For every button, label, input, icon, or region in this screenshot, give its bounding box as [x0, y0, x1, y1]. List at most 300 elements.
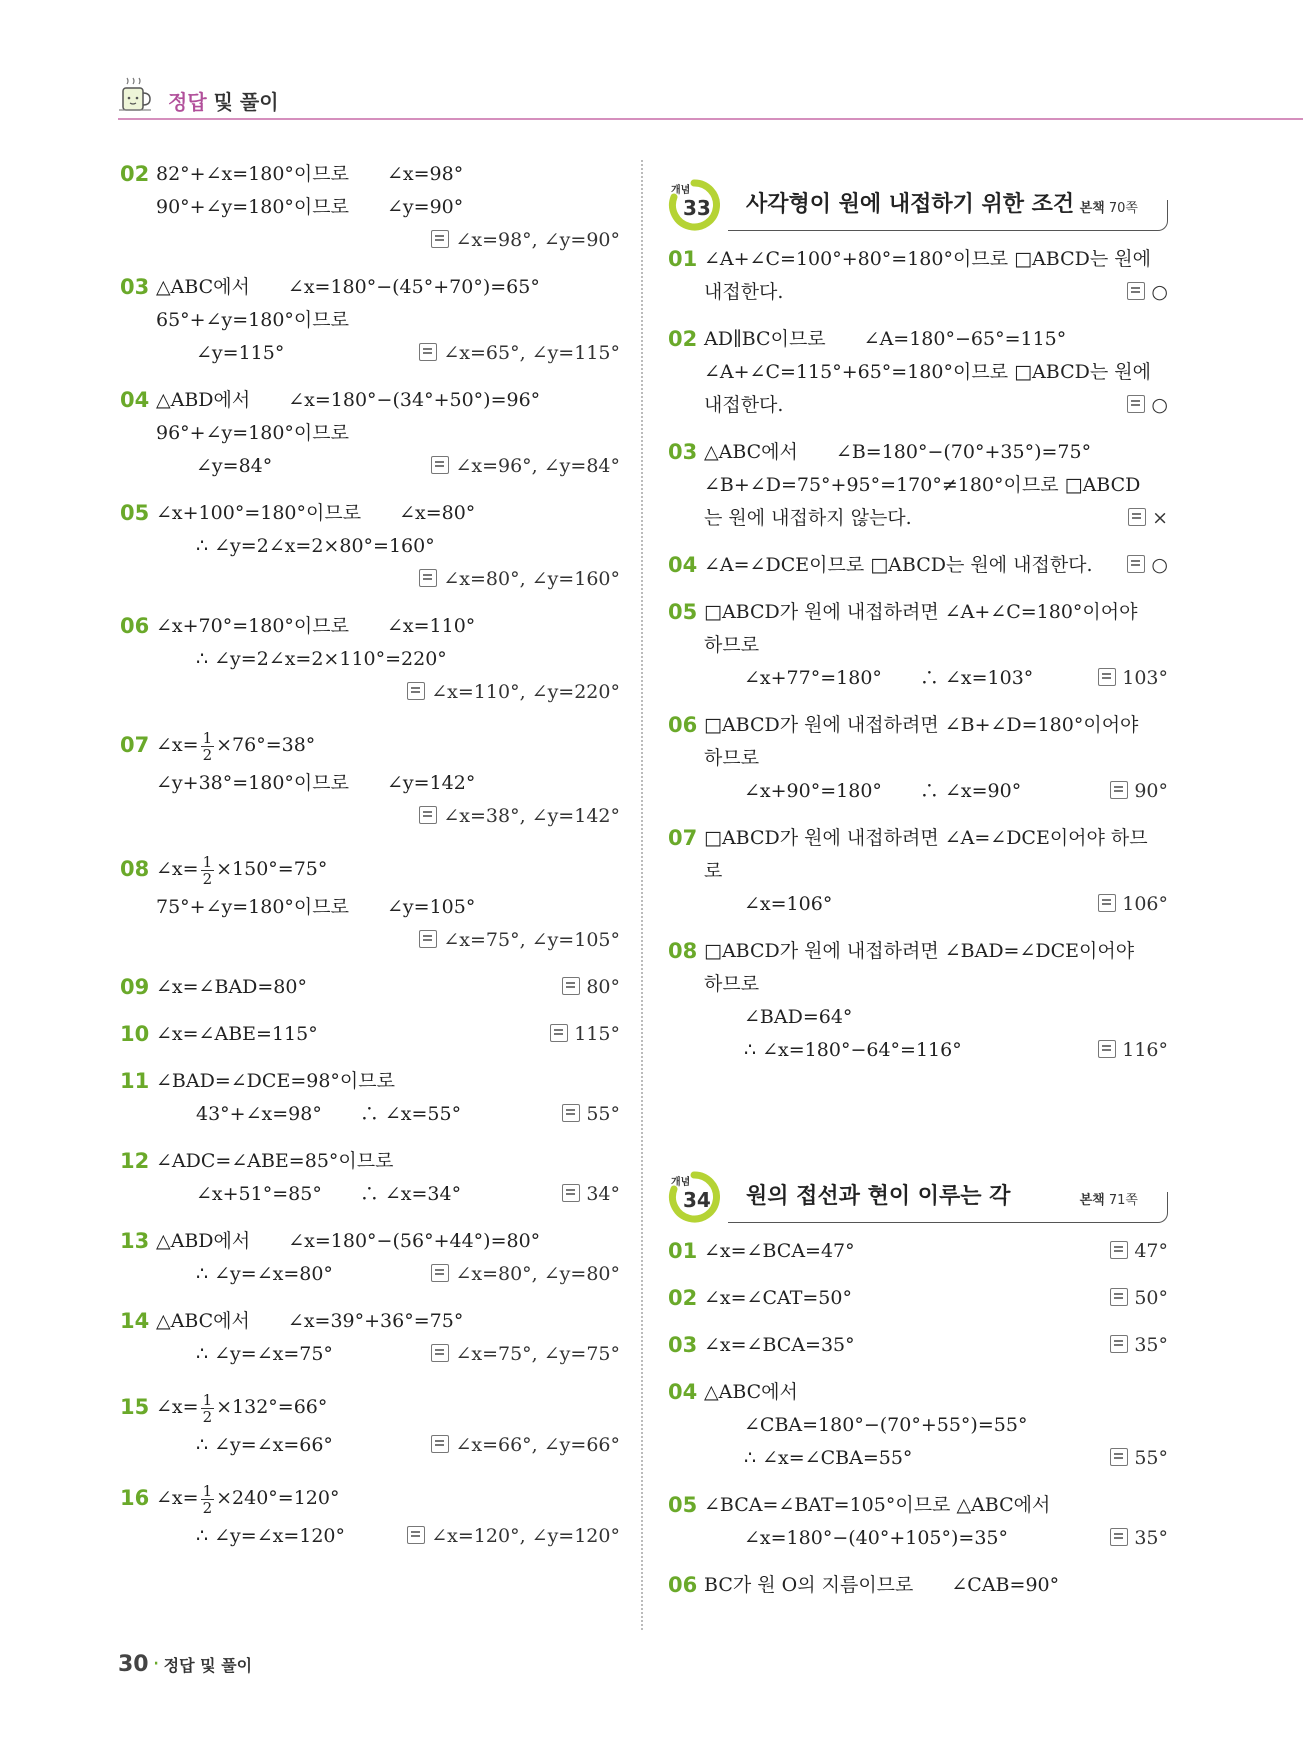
problem-text: ∠x=∠BAD=80° — [156, 976, 307, 998]
page-header — [0, 0, 1303, 125]
problem-line — [120, 971, 620, 1004]
problem-number: 06 — [668, 1573, 698, 1597]
problem-text: ∴ ∠y=∠x=80° — [196, 1263, 333, 1285]
fraction-denominator: 2 — [202, 745, 213, 764]
answer-text: ∠x=80°, ∠y=160° — [443, 568, 620, 590]
answer-icon — [1110, 1241, 1128, 1259]
problem-text: △ABC에서 ∠x=39°+36°=75° — [156, 1310, 464, 1332]
problem-item — [668, 1282, 1168, 1315]
header-title-rest: 및 풀이 — [213, 90, 279, 114]
answer — [1098, 888, 1168, 921]
answer — [431, 224, 620, 257]
problem-item — [120, 971, 620, 1004]
fraction-prefix: ∠x= — [156, 858, 199, 880]
answer — [1110, 1282, 1168, 1315]
problem-item — [668, 1569, 1168, 1602]
problem-text: ∠BAD=64° — [744, 1006, 853, 1028]
problem-text: ∠x+77°=180° ∴ ∠x=103° — [744, 667, 1034, 689]
problem-line — [120, 497, 620, 530]
problem-text: ∠x=∠CAT=50° — [704, 1287, 852, 1309]
problem-line — [120, 676, 620, 709]
answer-text: ∠x=80°, ∠y=80° — [455, 1263, 620, 1285]
problem-number: 07 — [668, 826, 698, 850]
answer-icon — [1127, 395, 1145, 413]
answer-text: ∠x=65°, ∠y=115° — [443, 342, 620, 364]
fraction — [201, 1483, 215, 1516]
answer — [550, 1018, 620, 1051]
problem-line — [120, 891, 620, 924]
problem-line — [120, 530, 620, 563]
answer — [1110, 775, 1168, 808]
answer-text: × — [1152, 507, 1168, 529]
problem-item — [668, 596, 1168, 695]
footer-label: 정답 및 풀이 — [163, 1656, 253, 1675]
answer-icon — [1110, 781, 1128, 799]
answer — [562, 1098, 620, 1131]
problem-line — [668, 968, 1168, 1001]
problem-number: 01 — [668, 1239, 698, 1263]
problem-text: ∠x+70°=180°이므로 ∠x=110° — [156, 615, 476, 637]
problem-line — [120, 271, 620, 304]
problem-text: ∴ ∠y=2∠x=2×80°=160° — [196, 535, 435, 557]
answer-icon — [1127, 282, 1145, 300]
problem-line — [668, 1409, 1168, 1442]
problem-line — [668, 1442, 1168, 1475]
problem-line — [668, 1235, 1168, 1268]
answer-icon — [1127, 555, 1145, 573]
answer-icon — [550, 1024, 568, 1042]
concept-33-ref-book: 본책 — [1079, 201, 1105, 216]
answer — [419, 800, 620, 833]
problem-text: ∠x+51°=85° ∴ ∠x=34° — [196, 1183, 462, 1205]
problem-number: 07 — [120, 733, 150, 757]
answer-icon — [419, 343, 437, 361]
problem-item — [120, 271, 620, 370]
answer-icon — [431, 456, 449, 474]
problem-text: ∠ADC=∠ABE=85°이므로 — [156, 1150, 394, 1172]
answer — [1127, 549, 1168, 582]
problem-number: 10 — [120, 1022, 150, 1046]
problem-item — [120, 723, 620, 833]
header-rule — [118, 118, 1303, 120]
problem-line — [668, 629, 1168, 662]
answer — [562, 1178, 620, 1211]
fraction-suffix: ×132°=66° — [216, 1396, 328, 1418]
problem-item — [668, 709, 1168, 808]
problem-text: 내접한다. — [704, 281, 784, 303]
problem-text: ∠BCA=∠BAT=105°이므로 △ABC에서 — [704, 1494, 1051, 1516]
problem-line — [668, 549, 1168, 582]
problem-text: 96°+∠y=180°이므로 — [156, 422, 349, 444]
problem-item — [668, 1235, 1168, 1268]
problem-item — [668, 243, 1168, 309]
problem-line — [668, 888, 1168, 921]
answer-icon — [1110, 1528, 1128, 1546]
problem-item — [668, 1376, 1168, 1475]
problem-text: □ABCD가 원에 내접하려면 ∠A=∠DCE이어야 하므 — [704, 827, 1148, 849]
concept-33-ref — [1080, 197, 1138, 216]
problem-text: 하므로 — [704, 634, 760, 656]
problem-text: ∴ ∠x=∠CBA=55° — [744, 1447, 913, 1469]
problem-text: 내접한다. — [704, 394, 784, 416]
problem-number: 01 — [668, 247, 698, 271]
answer-text: 35° — [1134, 1334, 1168, 1356]
problem-line — [668, 436, 1168, 469]
problem-line — [120, 1305, 620, 1338]
problem-text: △ABC에서 — [704, 1381, 798, 1403]
problem-text: ∴ ∠x=180°−64°=116° — [744, 1039, 962, 1061]
problem-text: ∠y+38°=180°이므로 ∠y=142° — [156, 772, 476, 794]
concept-34-badge-num: 34 — [683, 1188, 711, 1212]
problem-line — [120, 191, 620, 224]
problem-item — [120, 1305, 620, 1371]
problem-line — [668, 822, 1168, 855]
answer-text: ○ — [1151, 554, 1168, 576]
answer-text: 55° — [1134, 1447, 1168, 1469]
fraction-denominator: 2 — [202, 1498, 213, 1517]
problem-text — [156, 1385, 327, 1429]
problem-line — [120, 224, 620, 257]
problem-line — [120, 643, 620, 676]
answer-icon — [419, 569, 437, 587]
answer-text: ∠x=75°, ∠y=75° — [455, 1343, 620, 1365]
fraction — [201, 854, 215, 887]
mug-icon — [118, 76, 152, 114]
problem-number: 04 — [120, 388, 150, 412]
problem-text: ∠A+∠C=100°+80°=180°이므로 □ABCD는 원에 — [704, 248, 1151, 270]
problem-text — [156, 1476, 339, 1520]
problem-line — [668, 935, 1168, 968]
problem-item — [120, 1145, 620, 1211]
problem-text: 하므로 — [704, 747, 760, 769]
problem-item — [668, 1329, 1168, 1362]
problem-text: △ABD에서 ∠x=180°−(56°+44°)=80° — [156, 1230, 541, 1252]
fraction-numerator: 1 — [202, 1481, 213, 1500]
answer-text: ∠x=110°, ∠y=220° — [431, 681, 620, 703]
problem-line — [120, 1258, 620, 1291]
problem-item — [120, 1476, 620, 1553]
answer — [431, 450, 620, 483]
answer-icon — [1098, 1040, 1116, 1058]
answer — [419, 337, 620, 370]
problem-line — [668, 1376, 1168, 1409]
problem-text: ∠x+100°=180°이므로 ∠x=80° — [156, 502, 476, 524]
answer — [1110, 1522, 1168, 1555]
problem-text: BC가 원 O의 지름이므로 ∠CAB=90° — [704, 1574, 1060, 1596]
column-divider — [641, 160, 643, 1630]
problem-number: 08 — [120, 857, 150, 881]
problem-text: ∴ ∠y=∠x=66° — [196, 1434, 333, 1456]
problem-line — [120, 417, 620, 450]
problem-text: AD∥BC이므로 ∠A=180°−65°=115° — [704, 328, 1067, 350]
answer-text: 103° — [1122, 667, 1168, 689]
problem-line — [668, 1569, 1168, 1602]
concept-34-ref-page: 71쪽 — [1108, 1193, 1138, 1208]
problem-text: ∴ ∠y=∠x=120° — [196, 1525, 346, 1547]
problem-item — [668, 323, 1168, 422]
problem-line — [668, 469, 1168, 502]
concept-badge-icon — [668, 179, 720, 231]
problem-number: 04 — [668, 1380, 698, 1404]
answer — [1110, 1329, 1168, 1362]
concept-33-ref-page: 70쪽 — [1108, 201, 1138, 216]
problem-line — [120, 337, 620, 370]
section-spacer — [668, 1081, 1168, 1167]
answer — [1127, 389, 1168, 422]
answer — [419, 924, 620, 957]
problem-item — [668, 436, 1168, 535]
problem-text: ∠B+∠D=75°+95°=170°≠180°이므로 □ABCD — [704, 474, 1141, 496]
concept-34-badge-label: 개념 — [671, 1177, 691, 1188]
concept-34-title: 원의 접선과 현이 이루는 각 — [746, 1184, 1011, 1209]
problem-line — [668, 1001, 1168, 1034]
problem-text: △ABC에서 ∠B=180°−(70°+35°)=75° — [704, 441, 1092, 463]
answer-icon — [1128, 508, 1146, 526]
answer-icon — [431, 230, 449, 248]
fraction-prefix: ∠x= — [156, 1487, 199, 1509]
problem-text — [156, 847, 327, 891]
answer-icon — [1098, 668, 1116, 686]
problem-number: 03 — [668, 1333, 698, 1357]
problem-line — [120, 384, 620, 417]
concept-badge-icon — [668, 1171, 720, 1223]
problem-line — [668, 356, 1168, 389]
problem-line — [120, 723, 620, 767]
answer-icon — [407, 1526, 425, 1544]
problem-number: 14 — [120, 1309, 150, 1333]
answer-icon — [431, 1344, 449, 1362]
problem-text: ∠x=∠BCA=35° — [704, 1334, 855, 1356]
problem-line — [668, 323, 1168, 356]
concept-33-badge-num: 33 — [683, 196, 711, 220]
answer-text: 35° — [1134, 1527, 1168, 1549]
answer-text: ∠x=98°, ∠y=90° — [455, 229, 620, 251]
problem-number: 09 — [120, 975, 150, 999]
problem-line — [668, 1489, 1168, 1522]
answer-text: ∠x=66°, ∠y=66° — [455, 1434, 620, 1456]
problem-number: 05 — [668, 1493, 698, 1517]
problem-line — [120, 1476, 620, 1520]
problem-line — [120, 1338, 620, 1371]
problem-item — [668, 549, 1168, 582]
answer-text: ○ — [1151, 394, 1168, 416]
problem-text: 75°+∠y=180°이므로 ∠y=105° — [156, 896, 476, 918]
concept-34-ref — [1080, 1189, 1138, 1208]
problem-line — [668, 742, 1168, 775]
problem-line — [120, 1385, 620, 1429]
problem-line — [120, 1520, 620, 1553]
problem-text: △ABD에서 ∠x=180°−(34°+50°)=96° — [156, 389, 541, 411]
answer-text: 34° — [586, 1183, 620, 1205]
problem-line — [120, 1098, 620, 1131]
fraction-numerator: 1 — [202, 1390, 213, 1409]
concept-33-header — [668, 175, 1168, 231]
answer — [419, 563, 620, 596]
problem-number: 05 — [120, 501, 150, 525]
problem-line — [120, 450, 620, 483]
problem-item — [120, 1018, 620, 1051]
problem-text: ∠x=180°−(40°+105°)=35° — [744, 1527, 1009, 1549]
problem-number: 06 — [668, 713, 698, 737]
fraction-denominator: 2 — [202, 869, 213, 888]
problem-line — [668, 855, 1168, 888]
page-footer — [118, 1652, 252, 1677]
problem-line — [668, 662, 1168, 695]
problem-line — [120, 158, 620, 191]
problem-text: ∴ ∠y=∠x=75° — [196, 1343, 333, 1365]
problem-number: 11 — [120, 1069, 150, 1093]
answer-text: ∠x=120°, ∠y=120° — [431, 1525, 620, 1547]
problem-line — [668, 243, 1168, 276]
page-header-title — [168, 86, 279, 115]
answer-text: ∠x=75°, ∠y=105° — [443, 929, 620, 951]
answer-icon — [419, 806, 437, 824]
fraction-suffix: ×76°=38° — [216, 734, 316, 756]
answer — [1110, 1442, 1168, 1475]
problem-item — [120, 610, 620, 709]
right-column — [668, 175, 1168, 1616]
problem-text: 90°+∠y=180°이므로 ∠y=90° — [156, 196, 464, 218]
problem-item — [668, 822, 1168, 921]
problem-line — [668, 276, 1168, 309]
answer-icon — [562, 1104, 580, 1122]
answer — [1098, 662, 1168, 695]
fraction-prefix: ∠x= — [156, 734, 199, 756]
concept-33-title: 사각형이 원에 내접하기 위한 조건 — [746, 192, 1075, 217]
problem-text: ∠BAD=∠DCE=98°이므로 — [156, 1070, 395, 1092]
problem-number: 02 — [120, 162, 150, 186]
fraction-suffix: ×150°=75° — [216, 858, 328, 880]
problem-text: ∠y=84° — [196, 455, 273, 477]
problem-number: 06 — [120, 614, 150, 638]
problem-text: 로 — [704, 860, 723, 882]
concept-34-ref-book: 본책 — [1079, 1193, 1105, 1208]
problem-text: ∠A+∠C=115°+65°=180°이므로 □ABCD는 원에 — [704, 361, 1151, 383]
problem-text: ∠x+90°=180° ∴ ∠x=90° — [744, 780, 1022, 802]
problem-line — [120, 1018, 620, 1051]
problem-line — [120, 800, 620, 833]
problem-number: 12 — [120, 1149, 150, 1173]
problem-line — [120, 304, 620, 337]
answer-text: 50° — [1134, 1287, 1168, 1309]
problem-item — [120, 158, 620, 257]
problem-text: 하므로 — [704, 973, 760, 995]
problem-line — [668, 1329, 1168, 1362]
problem-text: 는 원에 내접하지 않는다. — [704, 507, 912, 529]
answer-icon — [1098, 894, 1116, 912]
problem-text: □ABCD가 원에 내접하려면 ∠BAD=∠DCE이어야 — [704, 940, 1135, 962]
answer — [1110, 1235, 1168, 1268]
problem-text: ∠CBA=180°−(70°+55°)=55° — [744, 1414, 1028, 1436]
fraction — [201, 1392, 215, 1425]
problem-line — [120, 563, 620, 596]
fraction-numerator: 1 — [202, 852, 213, 871]
answer-text: 115° — [574, 1023, 620, 1045]
concept-33-problems — [668, 243, 1168, 1067]
problem-text: ∠x=∠BCA=47° — [704, 1240, 855, 1262]
problem-text: ∴ ∠y=2∠x=2×110°=220° — [196, 648, 447, 670]
problem-number: 03 — [120, 275, 150, 299]
problem-line — [120, 1065, 620, 1098]
answer-text: ∠x=96°, ∠y=84° — [455, 455, 620, 477]
problem-line — [120, 767, 620, 800]
problem-text: □ABCD가 원에 내접하려면 ∠B+∠D=180°이어야 — [704, 714, 1139, 736]
answer-text: ○ — [1151, 281, 1168, 303]
answer-icon — [407, 682, 425, 700]
footer-bullet: · — [152, 1652, 160, 1677]
answer-text: 47° — [1134, 1240, 1168, 1262]
problem-text: ∠y=115° — [196, 342, 285, 364]
header-title-highlight: 정답 — [168, 90, 207, 114]
answer — [1128, 502, 1168, 535]
answer — [1098, 1034, 1168, 1067]
problem-item — [120, 1225, 620, 1291]
problem-line — [668, 1522, 1168, 1555]
answer — [407, 1520, 620, 1553]
problem-line — [120, 610, 620, 643]
answer — [431, 1258, 620, 1291]
concept-34-header — [668, 1167, 1168, 1223]
problem-line — [668, 1282, 1168, 1315]
fraction-numerator: 1 — [202, 728, 213, 747]
problem-text: ∠x=∠ABE=115° — [156, 1023, 318, 1045]
problem-number: 05 — [668, 600, 698, 624]
answer-icon — [431, 1264, 449, 1282]
problem-item — [120, 847, 620, 957]
problem-line — [120, 1178, 620, 1211]
problem-text: △ABC에서 ∠x=180°−(45°+70°)=65° — [156, 276, 540, 298]
problem-item — [668, 935, 1168, 1067]
left-column — [120, 158, 620, 1567]
problem-line — [668, 502, 1168, 535]
problem-line — [668, 596, 1168, 629]
answer-icon — [431, 1435, 449, 1453]
problem-text: 82°+∠x=180°이므로 ∠x=98° — [156, 163, 464, 185]
answer-icon — [419, 930, 437, 948]
answer — [562, 971, 620, 1004]
problem-number: 02 — [668, 327, 698, 351]
problem-text: 43°+∠x=98° ∴ ∠x=55° — [196, 1103, 462, 1125]
problem-number: 15 — [120, 1395, 150, 1419]
problem-line — [120, 1145, 620, 1178]
answer-text: 55° — [586, 1103, 620, 1125]
problem-text: ∠A=∠DCE이므로 □ABCD는 원에 내접한다. — [704, 554, 1093, 576]
answer-text: 90° — [1134, 780, 1168, 802]
problem-item — [120, 497, 620, 596]
fraction-suffix: ×240°=120° — [216, 1487, 340, 1509]
problem-number: 04 — [668, 553, 698, 577]
answer-icon — [562, 1184, 580, 1202]
problem-text: ∠x=106° — [744, 893, 833, 915]
answer — [407, 676, 620, 709]
answer-text: 80° — [586, 976, 620, 998]
problem-line — [120, 847, 620, 891]
concept-34-problems — [668, 1235, 1168, 1602]
answer-icon — [1110, 1335, 1128, 1353]
problem-line — [120, 1225, 620, 1258]
answer-icon — [562, 977, 580, 995]
answer-text: ∠x=38°, ∠y=142° — [443, 805, 620, 827]
problem-item — [120, 1065, 620, 1131]
answer — [1127, 276, 1168, 309]
problem-line — [668, 775, 1168, 808]
problem-number: 03 — [668, 440, 698, 464]
answer — [431, 1338, 620, 1371]
answer-text: 116° — [1122, 1039, 1168, 1061]
problem-line — [668, 1034, 1168, 1067]
answer-text: 106° — [1122, 893, 1168, 915]
problem-number: 02 — [668, 1286, 698, 1310]
